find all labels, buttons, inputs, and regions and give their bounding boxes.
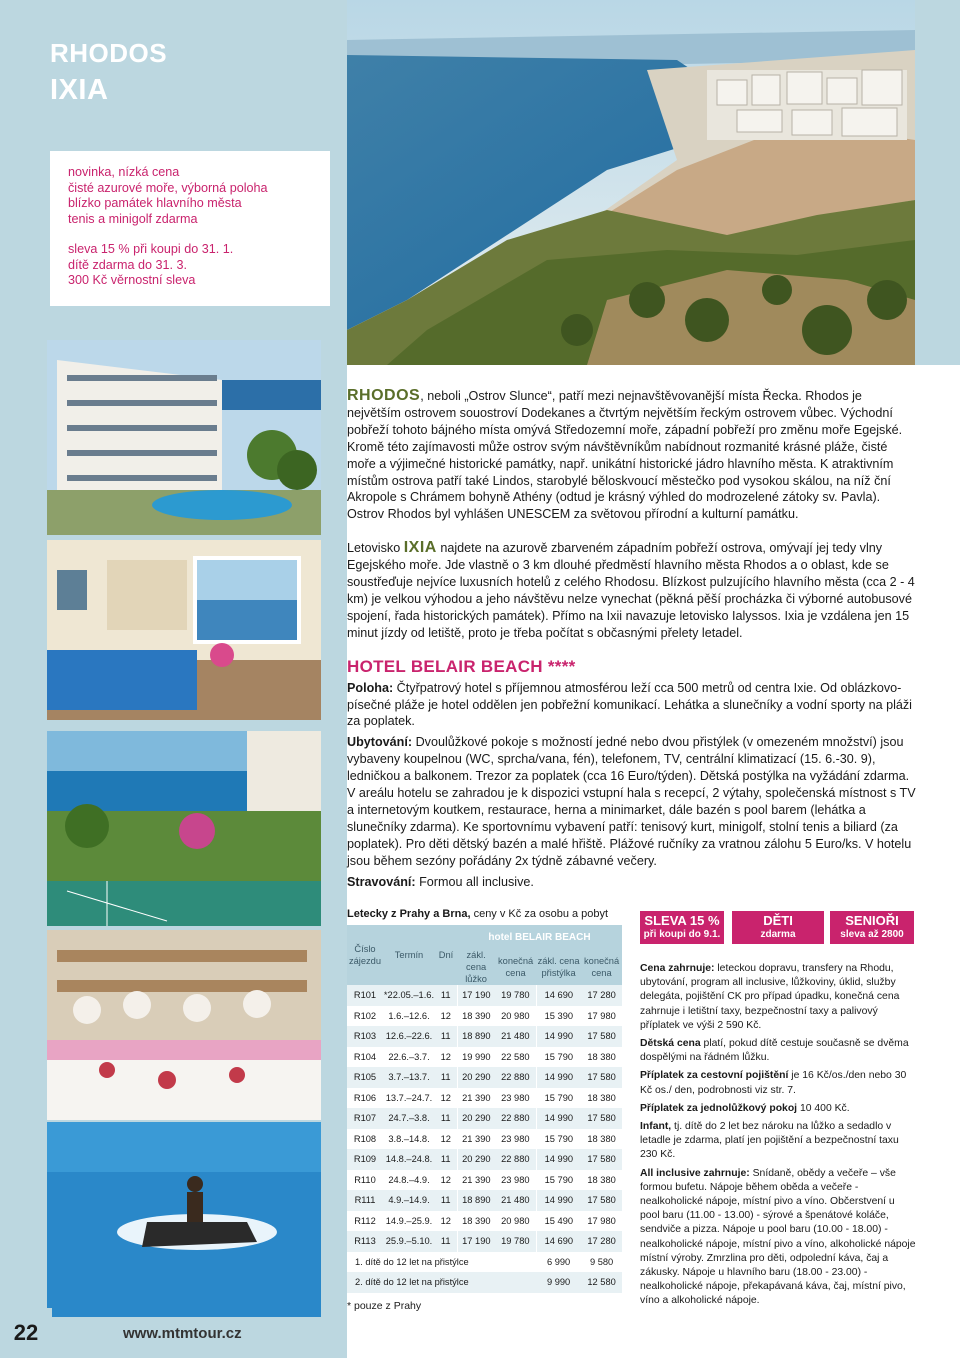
table-cell: 15 390 — [536, 1006, 581, 1027]
badge-subtitle: sleva až 2800 — [840, 929, 904, 940]
table-footnote: * pouze z Prahy — [347, 1300, 422, 1312]
highlight-line: blízko památek hlavního města — [68, 196, 242, 210]
col-header-days: Dní — [435, 925, 457, 985]
condition-item — [640, 1102, 916, 1116]
table-cell: 21 480 — [495, 1026, 536, 1047]
table-cell: R106 — [347, 1088, 383, 1109]
table-cell: 12.6.–22.6. — [383, 1026, 435, 1047]
table-cell: 17 980 — [581, 1006, 622, 1027]
table-cell: 9 580 — [581, 1252, 622, 1273]
table-cell: 14 990 — [536, 1190, 581, 1211]
resort-paragraph — [347, 540, 917, 641]
table-cell: 13.7.–24.7. — [383, 1088, 435, 1109]
section-label: Stravování: — [347, 874, 416, 889]
page-number: 22 — [0, 1308, 52, 1358]
table-cell: 11 — [435, 1149, 457, 1170]
badge-title: SENIOŘI — [845, 913, 899, 928]
intro-keyword: RHODOS — [347, 387, 421, 404]
table-row — [347, 1231, 622, 1252]
resort-keyword: IXIA — [403, 539, 437, 557]
table-cell: 22 880 — [495, 1067, 536, 1088]
hotel-location-paragraph — [347, 680, 917, 731]
table-cell: 22 880 — [495, 1108, 536, 1129]
table-cell: 17 190 — [457, 985, 495, 1006]
table-cell: 20 980 — [495, 1211, 536, 1232]
region-title: RHODOS — [50, 38, 168, 68]
hotel-accommodation-paragraph — [347, 734, 917, 869]
table-cell: 17 580 — [581, 1149, 622, 1170]
table-row — [347, 1067, 622, 1088]
condition-item — [640, 1069, 916, 1097]
table-cell: 14 690 — [536, 985, 581, 1006]
discount-line: sleva 15 % při koupi do 31. 1. — [68, 242, 234, 256]
buffet-restaurant-photo — [47, 930, 321, 1120]
table-cell: 18 890 — [457, 1026, 495, 1047]
price-conditions — [640, 962, 916, 1313]
table-cell: 15 790 — [536, 1129, 581, 1150]
table-cell: 12 — [435, 1170, 457, 1191]
table-cell: 3.8.–14.8. — [383, 1129, 435, 1150]
table-cell: 19 780 — [495, 1231, 536, 1252]
condition-label: Příplatek za jednolůžkový pokoj — [640, 1102, 798, 1114]
table-cell: 14.9.–25.9. — [383, 1211, 435, 1232]
website-link[interactable]: www.mtmtour.cz — [123, 1325, 242, 1342]
table-cell: 17 280 — [581, 1231, 622, 1252]
section-label: Poloha: — [347, 680, 394, 695]
table-cell: 20 290 — [457, 1149, 495, 1170]
table-cell: 14 990 — [536, 1149, 581, 1170]
table-row — [347, 1047, 622, 1068]
table-cell: R108 — [347, 1129, 383, 1150]
seniors-badge — [830, 911, 914, 944]
table-row — [347, 1006, 622, 1027]
condition-text: leteckou dopravu, transfery na Rhodu, ubytování, program all inclusive, lůžkoviny, úklid, služby delegáta, pojištění CK pro případ úpadku, konečná cena zahrnuje i letištní taxy, bezpečnostní taxy a palivový příplatek ve výši 2 590 Kč. — [640, 963, 900, 1031]
condition-label: Infant, — [640, 1121, 672, 1133]
table-cell: R113 — [347, 1231, 383, 1252]
table-cell: 24.8.–4.9. — [383, 1170, 435, 1191]
badge-title: DĚTI — [763, 913, 793, 928]
table-cell: 18 390 — [457, 1211, 495, 1232]
table-cell: 11 — [435, 1108, 457, 1129]
table-cell: 14 990 — [536, 1026, 581, 1047]
table-cell: 21 480 — [495, 1190, 536, 1211]
table-cell: R104 — [347, 1047, 383, 1068]
subheader-final-bed: konečná cena — [495, 949, 536, 985]
table-cell: 20 290 — [457, 1067, 495, 1088]
condition-text: tj. dítě do 2 let bez nároku na lůžko a sedadlo v letadle je zdarma, platí jen pojištění a bezpečnostní taxu 230 Kč. — [640, 1121, 899, 1161]
table-cell: 14 990 — [536, 1067, 581, 1088]
hotel-description — [347, 680, 917, 891]
table-cell: 22 880 — [495, 1149, 536, 1170]
table-cell: 18 380 — [581, 1088, 622, 1109]
table-cell: 17 580 — [581, 1108, 622, 1129]
table-cell: 23 980 — [495, 1170, 536, 1191]
rhodes-coastline-photo — [347, 0, 915, 365]
table-cell: 17 580 — [581, 1026, 622, 1047]
hotel-name-header: hotel BELAIR BEACH — [457, 925, 622, 949]
table-cell: 23 980 — [495, 1129, 536, 1150]
table-cell: 17 980 — [581, 1211, 622, 1232]
table-cell: 4.9.–14.9. — [383, 1190, 435, 1211]
intro-text: , neboli „Ostrov Slunce“, patří mezi nejnavštěvovanější místa Řecka. Rhodos je největším ostrovem souostroví Dodekanes a čtvrtým největším řeckým ostrovem vůbec. Východní pobřeží tohoto bájného místa omývá Středozemní moře, západní pobřeží pro změnu moře Egejské. Kromě této zajímavosti může ostrov svým návštěvníkům nabídnout rozmanité krásné pláže, čisté moře a výjimečné historické památky, např. unikátní historické jádro hlavního města. K atraktivním místům ostrova patří také Lindos, starobylé běloskvoucí městečko pod vysokou skálou, na níž ční Akropole s Chrámem bohyně Athény (odtud je krásný výhled do modrozelené zátoky sv. Pavla). Ostrov Rhodos byl vyhlášen UNESCEM za světovou přírodní a kulturní památku. — [347, 389, 903, 522]
hotel-meals-paragraph — [347, 874, 917, 891]
table-cell: 18 390 — [457, 1006, 495, 1027]
intro-paragraph — [347, 388, 917, 523]
condition-text: 10 400 Kč. — [797, 1102, 850, 1114]
table-cell: 21 390 — [457, 1129, 495, 1150]
table-cell: 9 990 — [536, 1272, 581, 1293]
table-cell: 15 790 — [536, 1170, 581, 1191]
table-cell: 25.9.–5.10. — [383, 1231, 435, 1252]
table-cell: 12 — [435, 1006, 457, 1027]
discount-line: dítě zdarma do 31. 3. — [68, 257, 188, 272]
table-row — [347, 1026, 622, 1047]
subheader-base-extra: zákl. cena přistýlka — [536, 949, 581, 985]
table-cell: 14.8.–24.8. — [383, 1149, 435, 1170]
table-cell: R105 — [347, 1067, 383, 1088]
condition-item — [640, 1037, 916, 1065]
table-cell: 17 580 — [581, 1190, 622, 1211]
discount-badge — [640, 911, 724, 944]
badge-title: SLEVA 15 % — [644, 913, 720, 928]
condition-text: platí, pokud dítě cestuje současně se dvěma dospělými na řádném lůžku. — [640, 1038, 909, 1064]
condition-item — [640, 1120, 916, 1163]
table-row — [347, 1170, 622, 1191]
table-cell: 1.6.–12.6. — [383, 1006, 435, 1027]
table-cell: R112 — [347, 1211, 383, 1232]
table-cell: 21 390 — [457, 1170, 495, 1191]
table-row — [347, 1129, 622, 1150]
section-label: Ubytování: — [347, 735, 413, 750]
hotel-room-photo — [47, 540, 321, 720]
table-cell: 18 380 — [581, 1047, 622, 1068]
table-row — [347, 985, 622, 1006]
table-cell: R101 — [347, 985, 383, 1006]
table-cell: R111 — [347, 1190, 383, 1211]
title-block — [50, 35, 330, 145]
highlight-line: tenis a minigolf zdarma — [68, 211, 198, 226]
child-price-row — [347, 1272, 622, 1293]
table-cell: 12 — [435, 1047, 457, 1068]
table-cell: 23 980 — [495, 1088, 536, 1109]
highlight-line: čisté azurové moře, výborná poloha — [68, 180, 268, 195]
subheader-base-bed: zákl. cena lůžko — [457, 949, 495, 985]
table-cell: 17 190 — [457, 1231, 495, 1252]
table-cell: 11 — [435, 1231, 457, 1252]
col-header-term: Termín — [383, 925, 435, 985]
table-cell: 14 990 — [536, 1108, 581, 1129]
table-cell: 22 580 — [495, 1047, 536, 1068]
highlight-line: novinka, nízká cena — [68, 165, 180, 179]
section-text: Formou all inclusive. — [415, 874, 534, 889]
table-cell: *22.05.–1.6. — [383, 985, 435, 1006]
table-cell: 11 — [435, 1067, 457, 1088]
jetski-sea-photo — [47, 1122, 321, 1317]
table-cell: R103 — [347, 1026, 383, 1047]
table-cell: 12 — [435, 1211, 457, 1232]
table-row — [347, 1149, 622, 1170]
table-cell: 19 990 — [457, 1047, 495, 1068]
main-text-column — [347, 388, 917, 894]
hotel-name-heading: HOTEL BELAIR BEACH **** — [347, 656, 576, 676]
resort-prefix: Letovisko — [347, 541, 404, 556]
table-cell: 6 990 — [536, 1252, 581, 1273]
subheader-final-extra: konečná cena — [581, 949, 622, 985]
table-cell: 15 490 — [536, 1211, 581, 1232]
pool-area-photo — [47, 731, 321, 926]
table-row — [347, 1190, 622, 1211]
condition-label: Dětská cena — [640, 1038, 701, 1050]
condition-label: All inclusive zahrnuje: — [640, 1167, 750, 1179]
right-color-strip — [915, 0, 960, 365]
table-cell: 12 580 — [581, 1272, 622, 1293]
discount-line: 300 Kč věrnostní sleva — [68, 273, 196, 287]
table-cell: 17 280 — [581, 985, 622, 1006]
table-cell: 18 890 — [457, 1190, 495, 1211]
table-cell: R107 — [347, 1108, 383, 1129]
child-row-label: 2. dítě do 12 let na přistýlce — [347, 1272, 536, 1293]
table-cell: 20 980 — [495, 1006, 536, 1027]
table-cell: R102 — [347, 1006, 383, 1027]
child-row-label: 1. dítě do 12 let na přistýlce — [347, 1252, 536, 1273]
table-cell: 18 380 — [581, 1129, 622, 1150]
table-cell: 19 780 — [495, 985, 536, 1006]
table-cell: 24.7.–3.8. — [383, 1108, 435, 1129]
condition-text: Snídaně, obědy a večeře – vše formou bufetu. Nápoje během oběda a večeře - nealkoholické nápoje, místní pivo a víno. Občerstvení u pool baru (11.00 - 13.00) - sýrové a špenátové koláče, sendviče a pizza. Nápoje u pool baru (10.00 - 18.00) - nealkoholické nápoje, místní pivo a víno, alkoholické nápoje místní výroby. Zmrzlina pro děti, odpolední káva, čaj a zákusky. Nápoje u hlavního baru (18.00 - 23.00) - nealkoholické nápoje, překapávaná káva, čaj, místní pivo, víno a alkoholické nápoje. — [640, 1167, 916, 1307]
resort-text: najdete na azurově zbarveném západním pobřeží ostrova, omývají jej tedy vlny Egejského moře. Jde vlastně o 3 km dlouhé předměstí hlavního města Rhodos a o oblast, kde se soustřeďuje nejvíce luxusních hotelů z celého Rhodosu. Blízkost pulzujícího hlavního města (cca 2 - 4 km) je velkou výhodou a jeho návštěvu nelze vynechat (pěkná pěší procházka či výborné autobusové spojení, řada historických památek). Přímo na Ixii navazuje letovisko Ialyssos. Ixia je vzdálena jen 15 minut jízdy od letiště, proto je třeba počítat s občasnými přelety letadel. — [347, 541, 915, 640]
children-badge — [732, 911, 824, 944]
table-cell: 18 380 — [581, 1170, 622, 1191]
section-text: Dvoulůžkové pokoje s možností jedné nebo dvou přistýlek (v omezeném množství) jsou vybaveny koupelnou (WC, sprcha/vana, fén), telefonem, TV, centrální klimatizací (15. 6.-30. 9), ledničkou a balkonem. Trezor za poplatek (cca 16 Euro/týden). Dětská postýlka na vyžádání zdarma. V areálu hotelu se zahradou je k dispozici vstupní hala s recepcí, 2 výtahy, společenská místnost s TV a internetovým koutkem, restaurace, herna a minimarket, dále bazén s pool barem (lehátka a slunečníky zdarma). Ke sportovnímu vybavení patří: tenisový kurt, minigolf, stolní tenis a biliard (za poplatek). Pro děti dětský bazén a malé hřiště. Plážové ručníky za vratnou zálohu 5 Euro/ks. V hotelu jsou během sezóny pořádány 2x týdně zábavné večery. — [347, 735, 916, 868]
table-cell: 15 790 — [536, 1047, 581, 1068]
badge-subtitle: zdarma — [760, 929, 796, 940]
badge-subtitle: při koupi do 9.1. — [643, 929, 721, 940]
resort-title: IXIA — [50, 74, 109, 106]
price-table — [347, 925, 622, 1293]
caption-bold: Letecky z Prahy a Brna, — [347, 908, 471, 920]
hotel-building-photo — [47, 340, 321, 535]
price-table-caption — [347, 908, 608, 920]
table-cell: 3.7.–13.7. — [383, 1067, 435, 1088]
table-cell: 22.6.–3.7. — [383, 1047, 435, 1068]
table-row — [347, 1088, 622, 1109]
table-cell: 12 — [435, 1129, 457, 1150]
table-cell: 11 — [435, 985, 457, 1006]
caption-rest: ceny v Kč za osobu a pobyt — [470, 908, 609, 920]
table-cell: 11 — [435, 1026, 457, 1047]
table-cell: 14 690 — [536, 1231, 581, 1252]
condition-item — [640, 1167, 916, 1309]
table-cell: R110 — [347, 1170, 383, 1191]
table-cell: 12 — [435, 1088, 457, 1109]
table-cell: 20 290 — [457, 1108, 495, 1129]
col-header-number: Číslo zájezdu — [347, 925, 383, 985]
condition-label: Cena zahrnuje: — [640, 963, 715, 974]
section-text: Čtyřpatrový hotel s příjemnou atmosférou leží cca 500 metrů od centra Ixie. Od oblázkovo-písečné pláže je hotel oddělen jen pobřežní komunikací. Lehátka a slunečníky a vodní sporty na pláži za poplatek. — [347, 680, 912, 729]
highlights-box — [50, 151, 330, 306]
table-row — [347, 1211, 622, 1232]
table-cell: 21 390 — [457, 1088, 495, 1109]
table-cell: 15 790 — [536, 1088, 581, 1109]
table-row — [347, 1108, 622, 1129]
table-cell: 17 580 — [581, 1067, 622, 1088]
condition-text: je 16 Kč/os./den nebo 30 Kč os./ den, podrobnosti viz str. 7. — [640, 1070, 907, 1096]
table-cell: 11 — [435, 1190, 457, 1211]
table-cell: R109 — [347, 1149, 383, 1170]
condition-item — [640, 962, 916, 1033]
child-price-row — [347, 1252, 622, 1273]
condition-label: Příplatek za cestovní pojištění — [640, 1070, 789, 1082]
